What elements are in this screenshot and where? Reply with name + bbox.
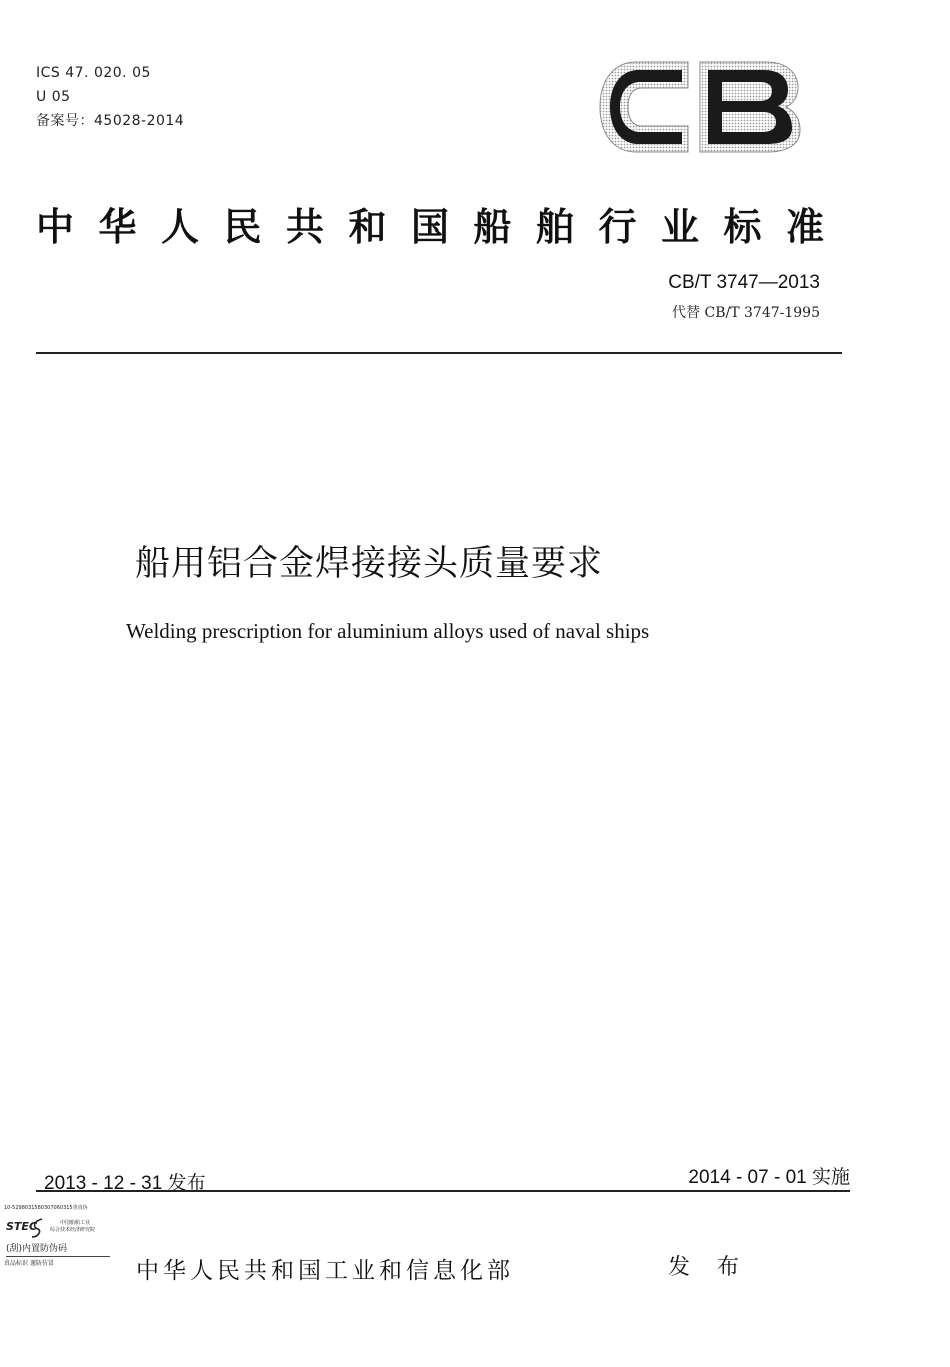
publish-label: 发 布 [668, 1255, 749, 1280]
stec-swoosh-icon [30, 1217, 44, 1239]
anti-fake-org-line2: 综合技术经济研究院 [50, 1227, 96, 1233]
standard-number: CB/T 3747—2013 [668, 272, 820, 293]
classification-block [36, 64, 184, 130]
ccs-code: U 05 [36, 89, 71, 105]
anti-fake-org-line1: 中国船舶工业 [60, 1220, 91, 1226]
cb-logo [596, 56, 806, 158]
document-title-english: Welding prescription for aluminium alloys used of naval ships [126, 619, 650, 643]
issuing-authority: 中华人民共和国工业和信息化部 [136, 1258, 514, 1284]
filing-number: 备案号：45028-2014 [36, 113, 185, 129]
cb-logo-mark [596, 56, 806, 158]
anti-fake-brand-row [2, 1217, 114, 1243]
anti-counterfeit-label [2, 1206, 114, 1284]
replaces-standard: 代替 CB/T 3747-1995 [672, 305, 820, 321]
top-divider [36, 352, 842, 354]
issue-date: 2013 - 12 - 31 发布 [44, 1173, 206, 1194]
implementation-date: 2014 - 07 - 01 实施 [688, 1167, 850, 1188]
anti-fake-serial: 10-5298031580307060315查真伪 [4, 1205, 88, 1211]
ics-code: ICS 47. 020. 05 [36, 65, 151, 81]
stec-brand: STEC [6, 1220, 38, 1233]
industry-standard-title: 中华人民共和国船舶行业标准 [36, 205, 849, 249]
anti-fake-scratch-code: (刮)内置防伪码 [6, 1245, 110, 1257]
document-title-chinese: 船用铝合金焊接接头质量要求 [135, 544, 604, 584]
anti-fake-caption: 真品标识 谨防仿冒 [4, 1260, 54, 1267]
bottom-divider [36, 1190, 850, 1192]
